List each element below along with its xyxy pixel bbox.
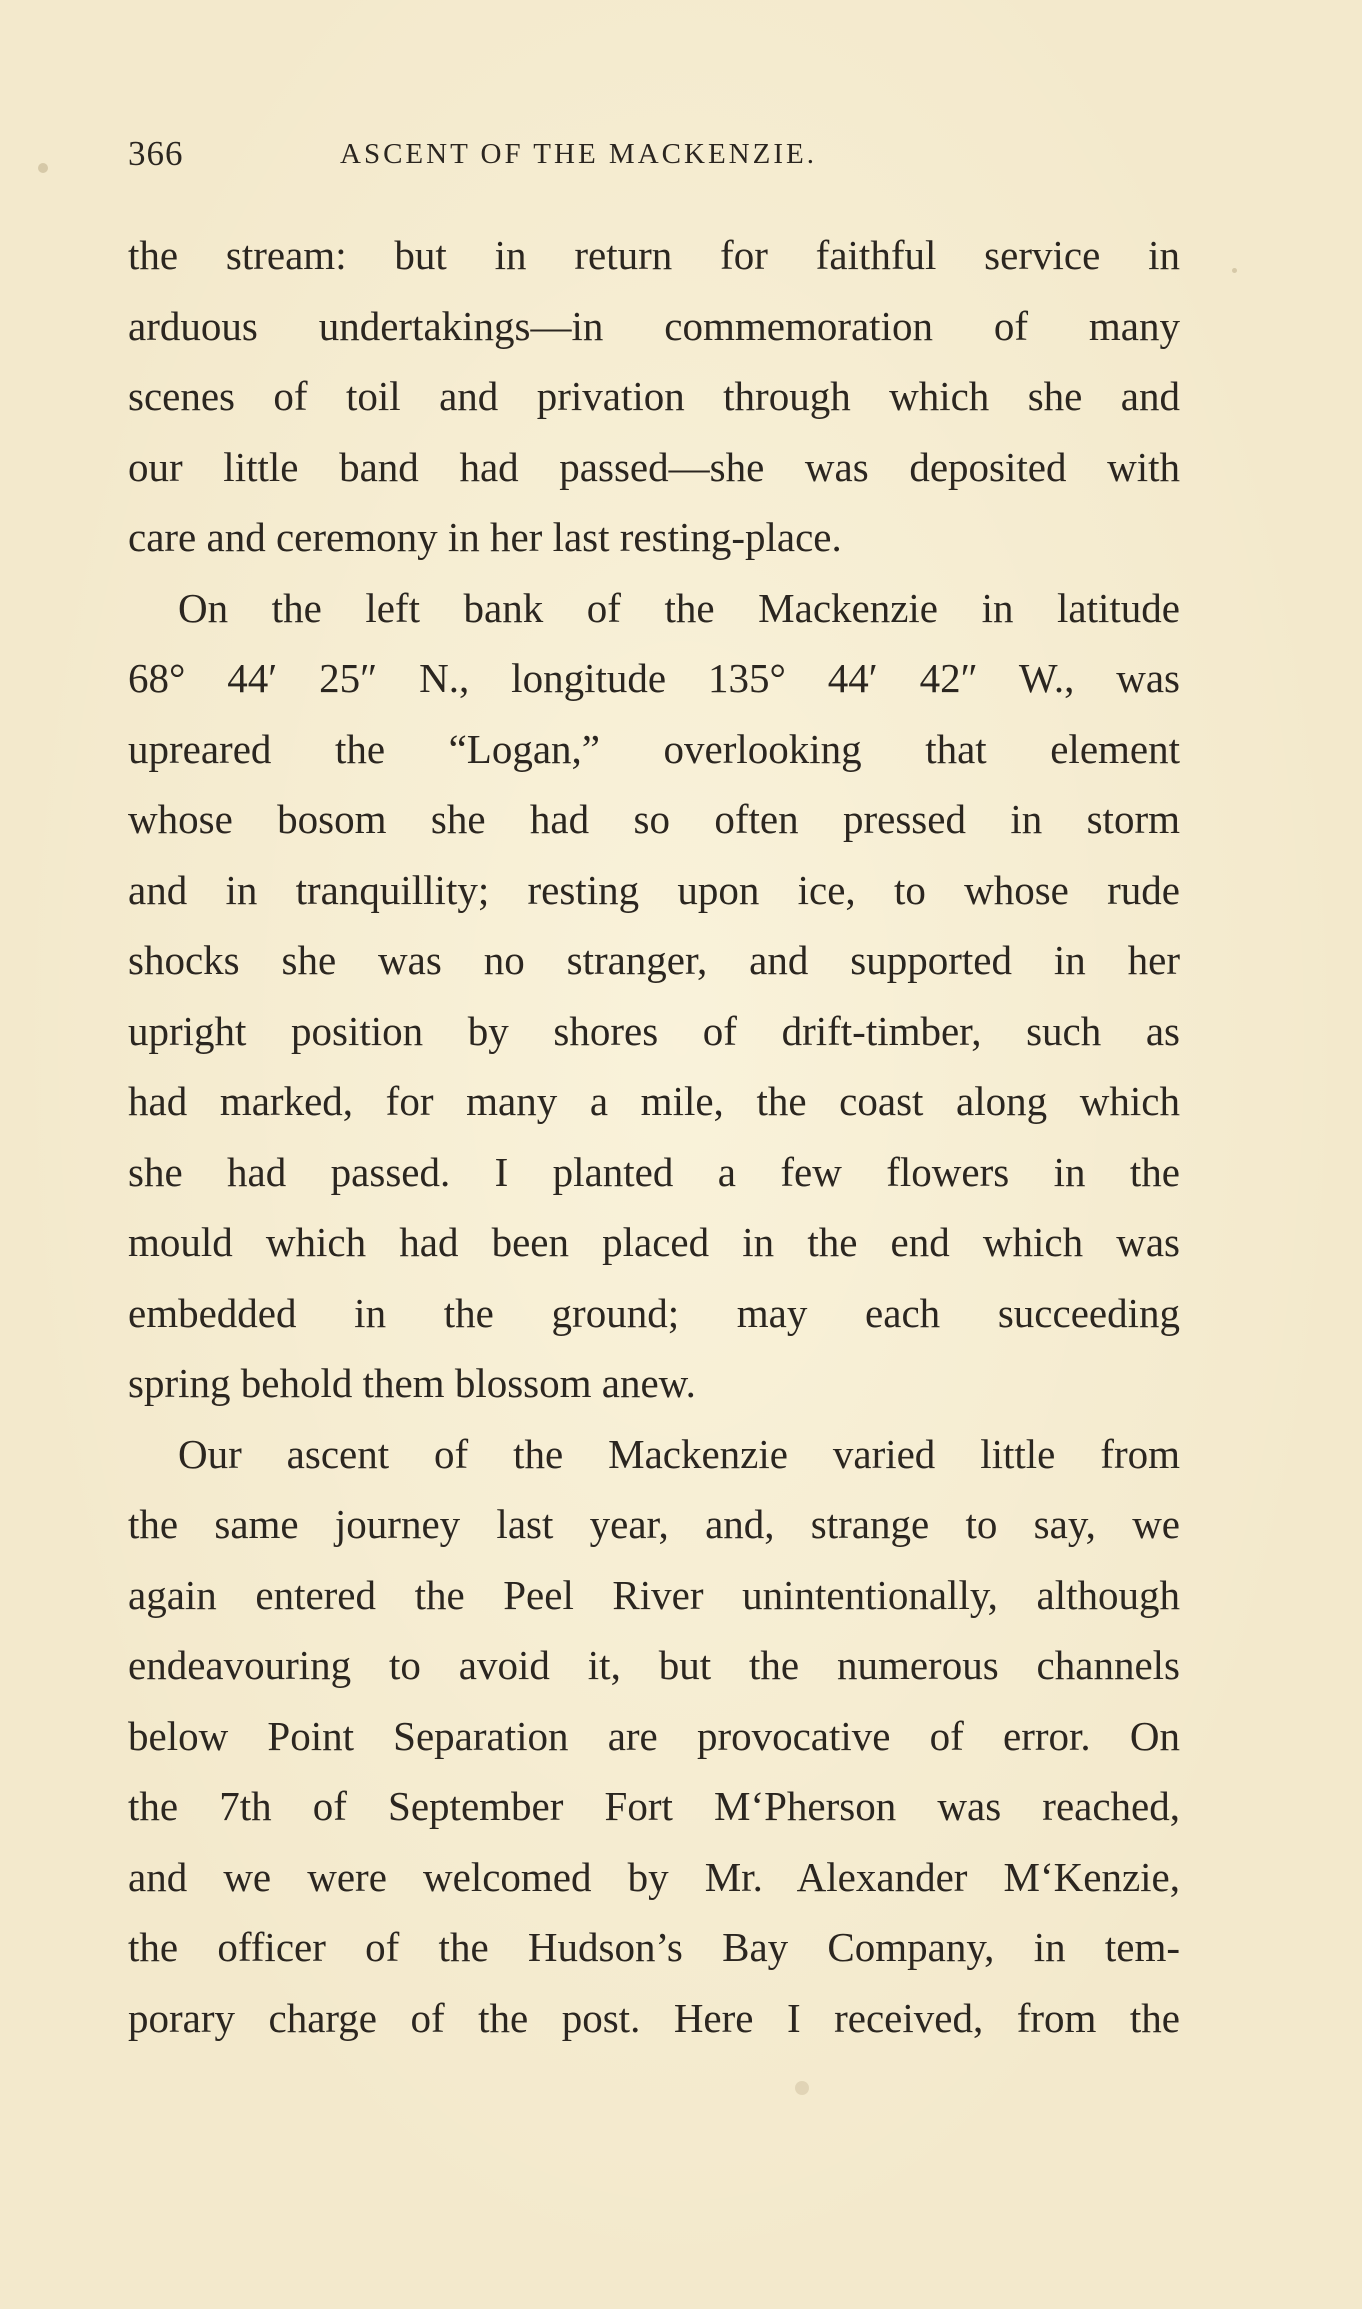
text-line: whose bosom she had so often pressed in storm xyxy=(128,796,1180,842)
page-header xyxy=(128,134,1178,186)
text-line: embedded in the ground; may each succeeding xyxy=(128,1289,1180,1336)
text-line: the stream: but in return for faithful service in xyxy=(128,232,1180,278)
text-line: shocks she was no stranger, and supported in her xyxy=(128,937,1180,983)
text-line: spring behold them blossom anew. xyxy=(128,1360,696,1406)
text-line: again entered the Peel River unintentionally, although xyxy=(128,1571,1180,1618)
paper-speck xyxy=(1232,268,1237,273)
text-line: care and ceremony in her last resting-place. xyxy=(128,514,842,560)
page-number: 366 xyxy=(128,134,184,173)
text-line: upreared the “Logan,” overlooking that element xyxy=(128,725,1180,772)
paper-speck xyxy=(38,163,48,173)
text-line: and we were welcomed by Mr. Alexander M‘Kenzie, xyxy=(128,1853,1180,1900)
text-line: upright position by shores of drift-timber, such as xyxy=(128,1007,1180,1054)
text-line: our little band had passed—she was deposited with xyxy=(128,443,1180,490)
text-line: On the left bank of the Mackenzie in latitude xyxy=(178,584,1180,631)
text-line: the same journey last year, and, strange to say, we xyxy=(128,1501,1180,1547)
text-line: below Point Separation are provocative of error. On xyxy=(128,1712,1180,1759)
body-text xyxy=(128,220,1180,2053)
text-line: Our ascent of the Mackenzie varied little from xyxy=(178,1430,1180,1477)
text-line: endeavouring to avoid it, but the numerous channels xyxy=(128,1642,1180,1688)
text-line: the 7th of September Fort M‘Pherson was reached, xyxy=(128,1783,1180,1829)
text-line: porary charge of the post. Here I received, from the xyxy=(128,1994,1180,2041)
paper-speck xyxy=(795,2081,809,2095)
text-line: mould which had been placed in the end which was xyxy=(128,1219,1180,1265)
text-line: arduous undertakings—in commemoration of many xyxy=(128,302,1180,349)
text-line: 68° 44′ 25″ N., longitude 135° 44′ 42″ W., was xyxy=(128,655,1180,701)
running-head: ASCENT OF THE MACKENZIE. xyxy=(340,138,817,170)
text-line: had marked, for many a mile, the coast along which xyxy=(128,1078,1180,1124)
text-line: scenes of toil and privation through which she and xyxy=(128,373,1180,419)
text-line: and in tranquillity; resting upon ice, to whose rude xyxy=(128,866,1180,913)
text-line: she had passed. I planted a few flowers in the xyxy=(128,1148,1180,1195)
text-line: the officer of the Hudson’s Bay Company, in tem- xyxy=(128,1924,1180,1970)
